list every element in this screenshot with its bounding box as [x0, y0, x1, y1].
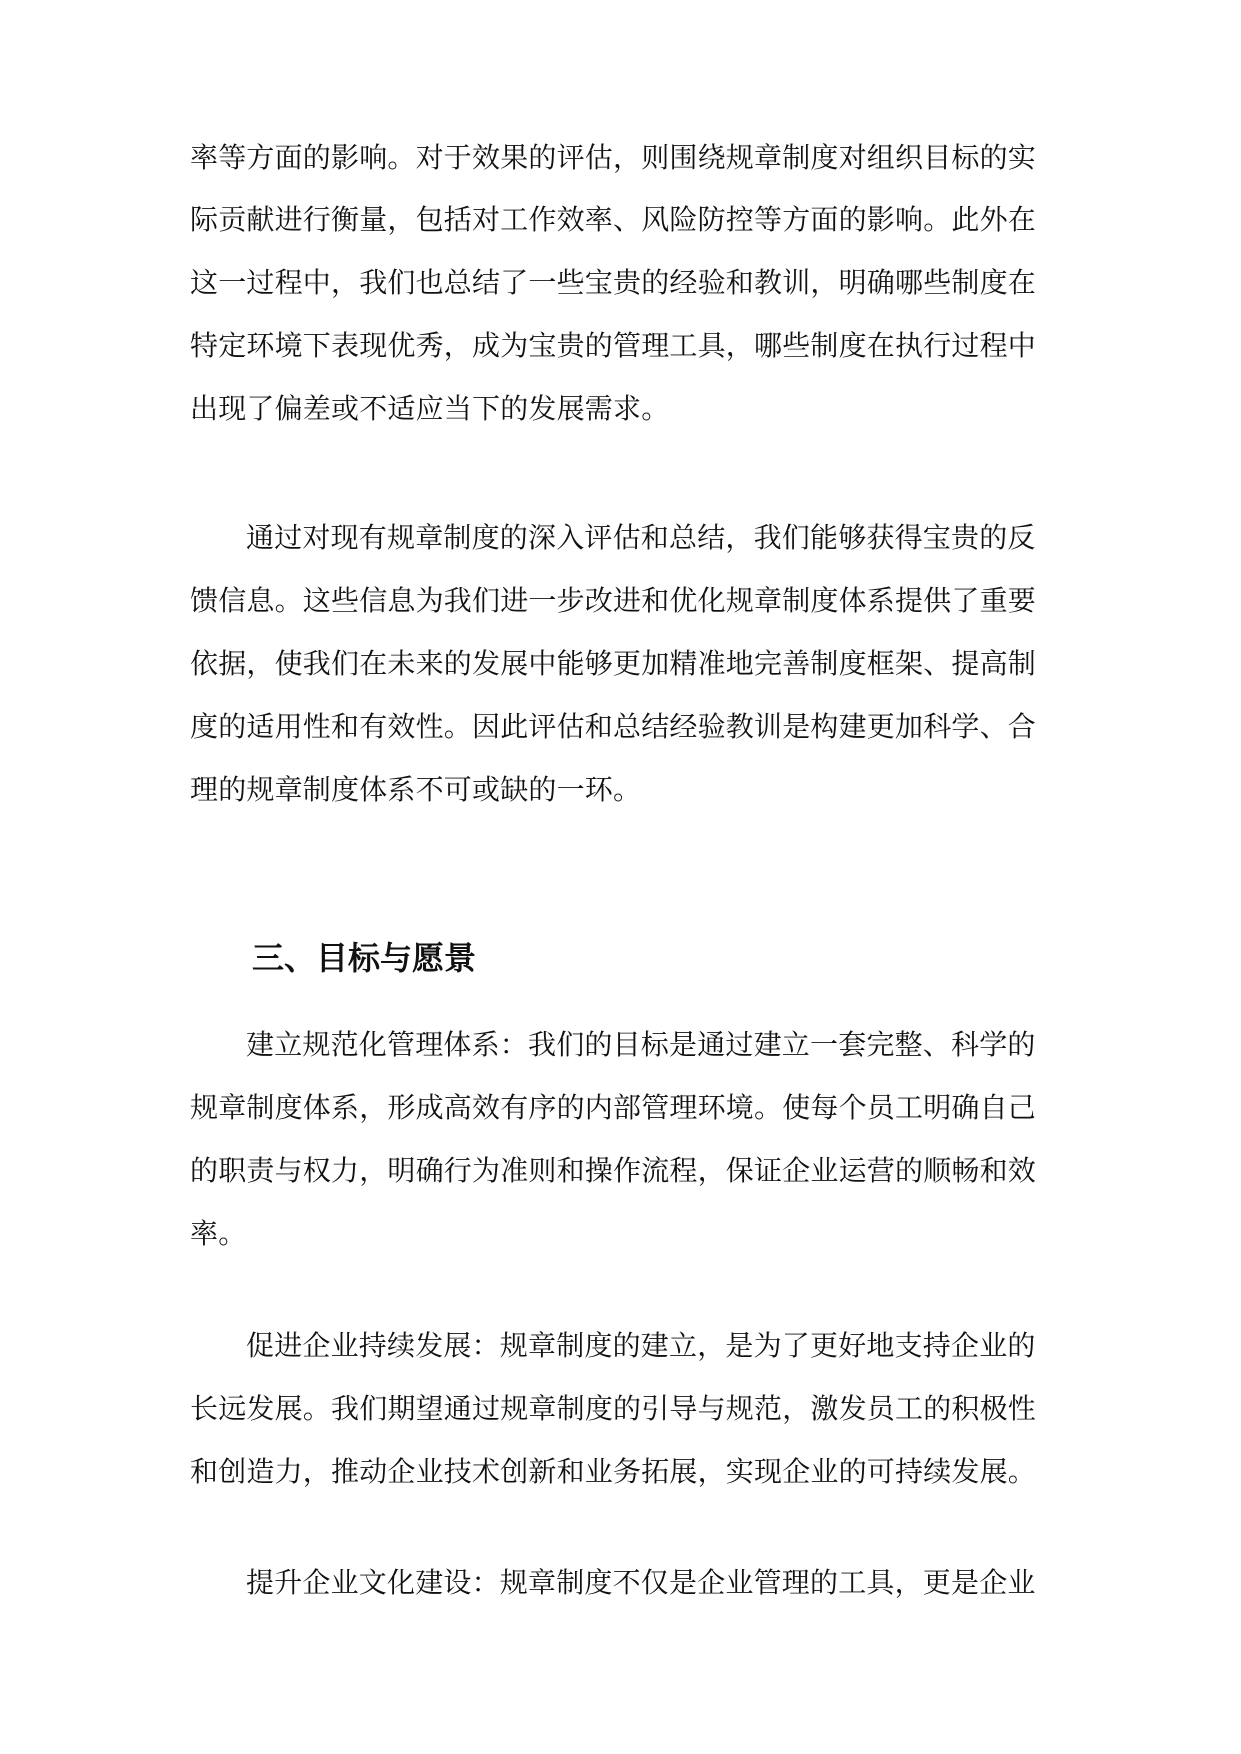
paragraph-line: 馈信息。这些信息为我们进一步改进和优化规章制度体系提供了重要 [190, 584, 1037, 617]
paragraph-line: 规章制度体系，形成高效有序的内部管理环境。使每个员工明确自己 [190, 1091, 1037, 1124]
paragraph-line: 度的适用性和有效性。因此评估和总结经验教训是构建更加科学、合 [190, 710, 1037, 743]
paragraph-line: 率。 [190, 1217, 247, 1250]
paragraph-line: 出现了偏差或不适应当下的发展需求。 [190, 392, 670, 425]
paragraph-line: 促进企业持续发展：规章制度的建立，是为了更好地支持企业的 [246, 1329, 1036, 1362]
paragraph-line: 依据，使我们在未来的发展中能够更加精准地完善制度框架、提高制 [190, 647, 1037, 680]
paragraph-line: 建立规范化管理体系：我们的目标是通过建立一套完整、科学的 [246, 1028, 1036, 1061]
section-heading: 三、目标与愿景 [252, 939, 477, 977]
paragraph-line: 特定环境下表现优秀，成为宝贵的管理工具，哪些制度在执行过程中 [190, 329, 1037, 362]
paragraph-line: 的职责与权力，明确行为准则和操作流程，保证企业运营的顺畅和效 [190, 1154, 1037, 1187]
paragraph-line: 提升企业文化建设：规章制度不仅是企业管理的工具，更是企业 [246, 1566, 1036, 1599]
paragraph-line: 通过对现有规章制度的深入评估和总结，我们能够获得宝贵的反 [246, 521, 1036, 554]
paragraph-line: 这一过程中，我们也总结了一些宝贵的经验和教训，明确哪些制度在 [190, 266, 1037, 299]
paragraph-line: 理的规章制度体系不可或缺的一环。 [190, 773, 642, 806]
paragraph-line: 际贡献进行衡量，包括对工作效率、风险防控等方面的影响。此外在 [190, 203, 1037, 236]
paragraph-line: 和创造力，推动企业技术创新和业务拓展，实现企业的可持续发展。 [190, 1455, 1037, 1488]
paragraph-line: 长远发展。我们期望通过规章制度的引导与规范，激发员工的积极性 [190, 1392, 1037, 1425]
paragraph-line: 率等方面的影响。对于效果的评估，则围绕规章制度对组织目标的实 [190, 141, 1037, 174]
